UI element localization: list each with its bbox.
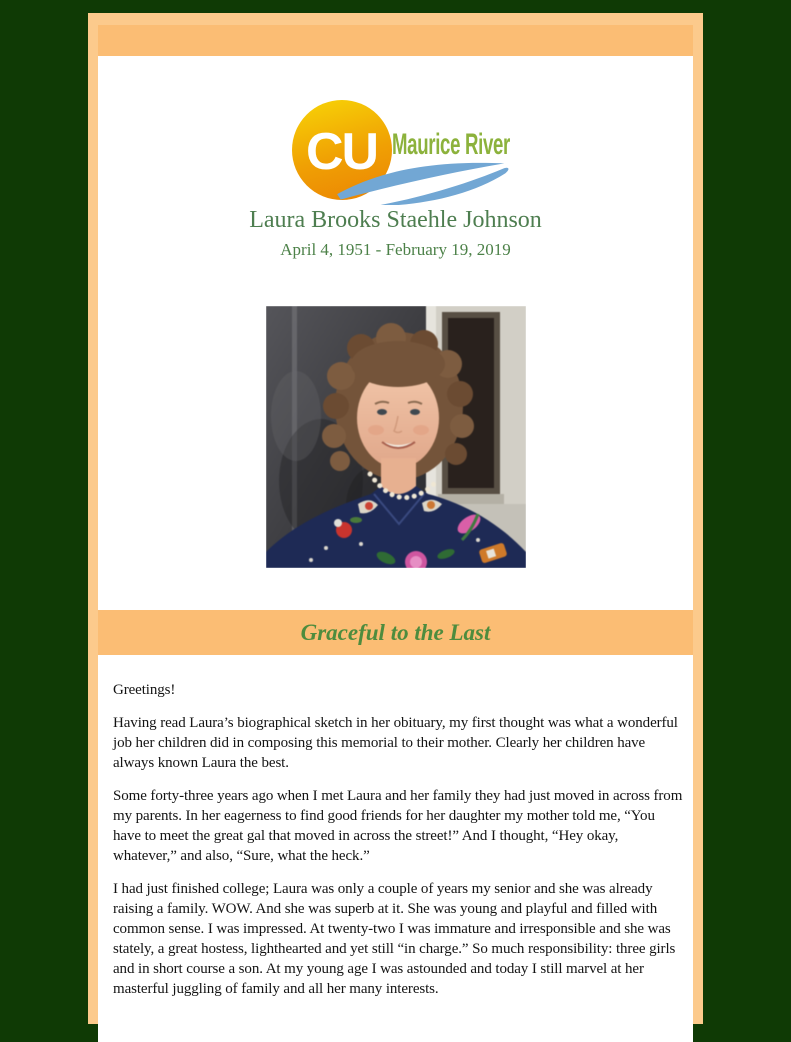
portrait-photo bbox=[266, 306, 526, 568]
memorial-dates: April 4, 1951 - February 19, 2019 bbox=[280, 240, 511, 259]
memorial-name: Laura Brooks Staehle Johnson bbox=[249, 207, 542, 233]
newsletter-container bbox=[88, 13, 703, 1024]
header-band bbox=[98, 25, 693, 56]
letter-body bbox=[98, 655, 693, 1042]
content-area bbox=[98, 56, 693, 1042]
wave-icon bbox=[328, 158, 518, 205]
logo-org-name: Maurice River bbox=[391, 128, 510, 161]
paragraph: I had just finished college; Laura was only a couple of years my senior and she was already raising a family. WOW. And she was superb at it. She was young and playful and filled with common sense. I was impressed. At twenty-two I was immature and irresponsible and she was stately, a great hostess, lighthearted and yet still “in charge.” So much responsibility: three girls and in short course a son. At my young age I was astounded and today I still marvel at her masterful juggling of family and all her many interests. bbox=[113, 881, 676, 997]
paragraph: Some forty-three years ago when I met Laura and her family they had just moved in across from my parents. In her eagerness to find good friends for her daughter my mother told me, “You have to meet the great gal that moved in across the street!” And I thought, “Hey okay, whatever,” and also, “Sure, what the heck.” bbox=[113, 788, 683, 864]
cu-maurice-river-logo bbox=[276, 100, 516, 205]
paragraph-greeting: Greetings! bbox=[113, 682, 176, 698]
section-banner bbox=[98, 610, 693, 655]
section-title: Graceful to the Last bbox=[300, 619, 491, 645]
paragraph: Having read Laura’s biographical sketch in her obituary, my first thought was what a wonderful job her children did in composing this memorial to their mother. Clearly her children have always known Laura the best. bbox=[113, 715, 678, 771]
portrait-illustration bbox=[266, 306, 526, 568]
logo-monogram: CU bbox=[305, 123, 378, 181]
